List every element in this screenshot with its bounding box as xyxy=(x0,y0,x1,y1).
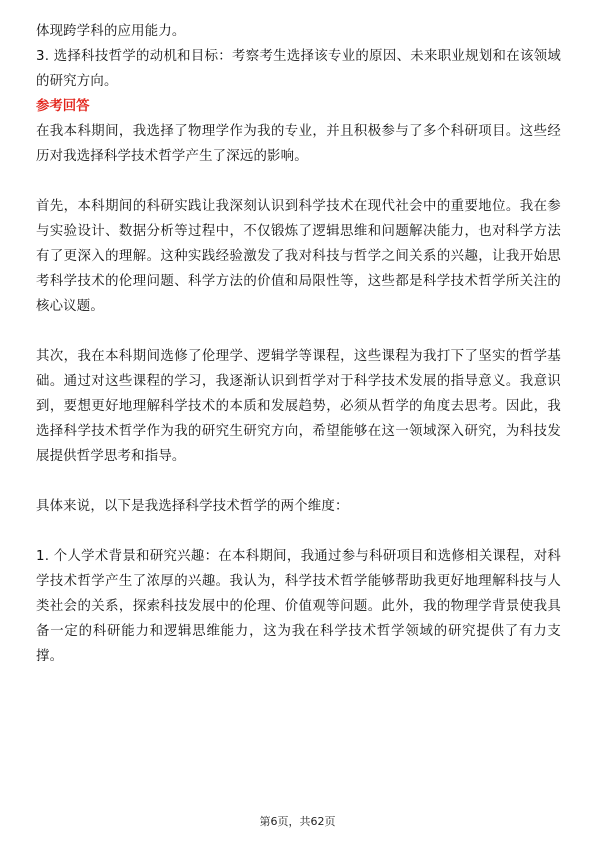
paragraph-gap xyxy=(36,469,561,494)
answer-paragraph-3: 其次，我在本科期间选修了伦理学、逻辑学等课程，这些课程为我打下了坚实的哲学基础。通过对这些课程的学习，我逐渐认识到哲学对于科学技术发展的指导意义。我意识到，要想更好地理解科学技术的本质和发展趋势，必须从哲学的角度去思考。因此，我选择科学技术哲学作为我的研究生研究方向，希望能够在这一领域深入研究，为科技发展提供哲学思考和指导。 xyxy=(36,349,561,464)
answer-paragraph-5: 1. 个人学术背景和研究兴趣：在本科期间，我通过参与科研项目和选修相关课程，对科学技术哲学产生了浓厚的兴趣。我认为，科学技术哲学能够帮助我更好地理解科技与人类社会的关系，探索科技发展中的伦理、价值观等问题。此外，我的物理学背景使我具备一定的科研能力和逻辑思维能力，这为我在科学技术哲学领域的研究提供了有力支撑。 xyxy=(36,549,561,664)
paragraph-criteria-3: 3. 选择科技哲学的动机和目标：考察考生选择该专业的原因、未来职业规划和在该领域的研究方向。 xyxy=(36,49,561,89)
document-body xyxy=(36,19,561,669)
reference-answer-heading: 参考回答 xyxy=(36,99,90,114)
paragraph-gap xyxy=(36,169,561,194)
answer-paragraph-2: 首先，本科期间的科研实践让我深刻认识到科学技术在现代社会中的重要地位。我在参与实验设计、数据分析等过程中，不仅锻炼了逻辑思维和问题解决能力，也对科学方法有了更深入的理解。这种实践经验激发了我对科技与哲学之间关系的兴趣，让我开始思考科学技术的伦理问题、科学方法的价值和局限性等，这些都是科学技术哲学所关注的核心议题。 xyxy=(36,199,561,314)
page-number-footer: 第6页，共62页 xyxy=(259,815,336,828)
paragraph-continuation: 体现跨学科的应用能力。 xyxy=(36,24,186,39)
answer-paragraph-1: 在我本科期间，我选择了物理学作为我的专业，并且积极参与了多个科研项目。这些经历对我选择科学技术哲学产生了深远的影响。 xyxy=(36,124,561,164)
answer-paragraph-4: 具体来说，以下是我选择科学技术哲学的两个维度： xyxy=(36,499,349,514)
paragraph-gap xyxy=(36,519,561,544)
paragraph-gap xyxy=(36,319,561,344)
